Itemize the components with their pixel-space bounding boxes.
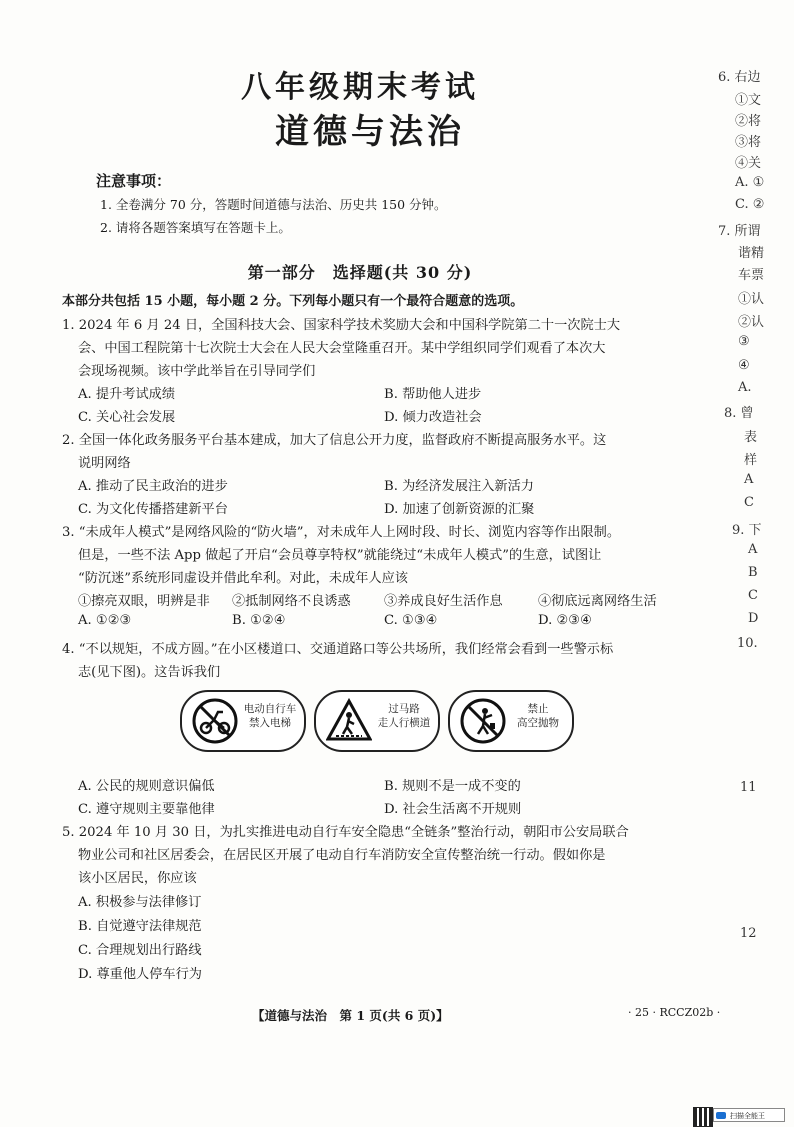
paper-code: · 25 · RCCZ02b · <box>628 1006 721 1019</box>
edge-text: ①文 <box>735 93 762 108</box>
question-5-option-c: C. 合理规划出行路线 <box>78 943 202 958</box>
edge-text: A. ① <box>735 175 765 190</box>
question-4-text: 志(见下图)。这告诉我们 <box>78 665 221 680</box>
question-4-text: 4. “不以规矩，不成方圆。”在小区楼道口、交通道路口等公共场所，我们经常会看到一些警示标 <box>62 642 614 657</box>
scanner-label: 扫描全能王 <box>730 1112 765 1120</box>
sign-text: 禁入电梯 <box>249 717 291 729</box>
edge-text: 6. 右边 <box>718 70 761 85</box>
no-throwing-sign <box>448 690 574 752</box>
question-2-option-c: C. 为文化传播搭建新平台 <box>78 502 228 517</box>
question-4-option-b: B. 规则不是一成不变的 <box>384 779 521 794</box>
question-3-text: 3. “未成年人模式”是网络风险的“防火墙”，对未成年人上网时段、时长、浏览内容等作出限制。 <box>62 525 621 540</box>
question-1-option-a: A. 提升考试成绩 <box>78 387 176 402</box>
notice-item: 1. 全卷满分 70 分，答题时间道德与法治、历史共 150 分钟。 <box>100 197 447 212</box>
sign-text: 高空抛物 <box>517 717 559 729</box>
edge-text: ③ <box>738 334 750 349</box>
question-3-option-d: D. ②③④ <box>538 613 592 628</box>
question-3-option-b: B. ①②④ <box>232 613 286 628</box>
question-4-option-c: C. 遵守规则主要靠他律 <box>78 802 215 817</box>
pedestrian-crossing-icon <box>326 698 372 744</box>
question-5-text: 物业公司和社区居委会，在居民区开展了电动自行车消防安全宣传整治统一行动。假如你是 <box>78 848 606 863</box>
edge-text: C. ② <box>735 197 765 212</box>
edge-text: 9. 下 <box>732 523 762 538</box>
scanner-watermark <box>713 1108 785 1122</box>
edge-text: A <box>744 472 754 487</box>
question-1-text: 会、中国工程院第十七次院士大会在人民大会堂隆重召开。某中学组织同学们观看了本次大 <box>78 341 606 356</box>
subject-title: 道德与法治 <box>275 112 465 152</box>
edge-text: A. <box>738 380 752 395</box>
qr-code-icon <box>693 1107 713 1127</box>
sign-text: 走人行横道 <box>377 717 431 729</box>
edge-text: 样 <box>744 453 758 468</box>
question-3-statement: ②抵制网络不良诱惑 <box>232 594 351 609</box>
edge-text: 谐精 <box>738 246 765 261</box>
question-1-option-c: C. 关心社会发展 <box>78 410 176 425</box>
edge-text: ④关 <box>735 156 762 171</box>
question-3-text: “防沉迷”系统形同虚设并借此牟利。对此，未成年人应该 <box>78 571 408 586</box>
question-5-option-b: B. 自觉遵守法律规范 <box>78 919 202 934</box>
notice-item: 2. 请将各题答案填写在答题卡上。 <box>100 220 291 235</box>
section-title: 第一部分 选择题(共 30 分) <box>247 263 473 282</box>
question-5-option-a: A. 积极参与法律修订 <box>78 895 202 910</box>
page-footer: 【道德与法治 第 1 页(共 6 页)】 <box>252 1008 449 1023</box>
no-ebike-elevator-sign <box>180 690 306 752</box>
sign-text: 禁止 <box>527 703 549 715</box>
edge-text: 10. <box>737 636 758 651</box>
scanner-logo-icon <box>716 1112 726 1119</box>
question-1-option-b: B. 帮助他人进步 <box>384 387 482 402</box>
question-1-option-d: D. 倾力改造社会 <box>384 410 482 425</box>
crosswalk-sign <box>314 690 440 752</box>
edge-text: ①认 <box>738 292 765 307</box>
question-4-option-d: D. 社会生活离不开规则 <box>384 802 522 817</box>
question-2-option-b: B. 为经济发展注入新活力 <box>384 479 534 494</box>
sign-text: 电动自行车 <box>243 703 297 715</box>
edge-text: C <box>744 495 754 510</box>
question-1-text: 1. 2024 年 6 月 24 日，全国科技大会、国家科学技术奖励大会和中国科学院第二十一次院士大 <box>62 318 621 333</box>
question-3-statement: ③养成良好生活作息 <box>384 594 503 609</box>
question-4-option-a: A. 公民的规则意识偏低 <box>78 779 215 794</box>
edge-text: A <box>748 542 758 557</box>
warning-signs-figure <box>180 690 572 750</box>
edge-text: 12 <box>740 926 757 941</box>
question-3-text: 但是，一些不法 App 做起了开启“会员尊享特权”就能绕过“未成年人模式”的生意，试图让 <box>78 548 602 563</box>
edge-text: 表 <box>744 430 758 445</box>
edge-text: 7. 所谓 <box>718 224 761 239</box>
question-3-option-a: A. ①②③ <box>78 613 132 628</box>
notice-heading: 注意事项： <box>96 172 172 190</box>
question-2-text: 2. 全国一体化政务服务平台基本建成，加大了信息公开力度，监督政府不断提高服务水平。这 <box>62 433 607 448</box>
section-intro: 本部分共包括 15 小题，每小题 2 分。下列每小题只有一个最符合题意的选项。 <box>62 294 524 309</box>
edge-text: ④ <box>738 358 750 373</box>
question-5-text: 该小区居民，你应该 <box>78 871 197 886</box>
edge-text: B <box>748 565 758 580</box>
question-5-option-d: D. 尊重他人停车行为 <box>78 967 202 982</box>
sign-text: 过马路 <box>388 703 420 715</box>
edge-text: C <box>748 588 758 603</box>
edge-text: 8. 曾 <box>724 406 754 421</box>
exam-title: 八年级期末考试 <box>241 70 479 105</box>
edge-text: ②将 <box>735 114 762 129</box>
question-2-text: 说明网络 <box>78 456 131 471</box>
edge-text: 11 <box>740 780 757 795</box>
question-2-option-d: D. 加速了创新资源的汇聚 <box>384 502 535 517</box>
edge-text: ②认 <box>738 315 765 330</box>
question-5-text: 5. 2024 年 10 月 30 日，为扎实推进电动自行车安全隐患“全链条”整治行动，朝阳市公安局联合 <box>62 825 629 840</box>
edge-text: D <box>748 611 759 626</box>
edge-text: 车票 <box>738 268 765 283</box>
edge-text: ③将 <box>735 135 762 150</box>
question-3-statement: ④彻底远离网络生活 <box>538 594 657 609</box>
question-1-text: 会现场视频。该中学此举旨在引导同学们 <box>78 364 316 379</box>
no-throwing-icon <box>460 698 506 744</box>
question-3-statement: ①擦亮双眼，明辨是非 <box>78 594 210 609</box>
no-ebike-icon <box>192 698 238 744</box>
question-3-option-c: C. ①③④ <box>384 613 438 628</box>
question-2-option-a: A. 推动了民主政治的进步 <box>78 479 228 494</box>
